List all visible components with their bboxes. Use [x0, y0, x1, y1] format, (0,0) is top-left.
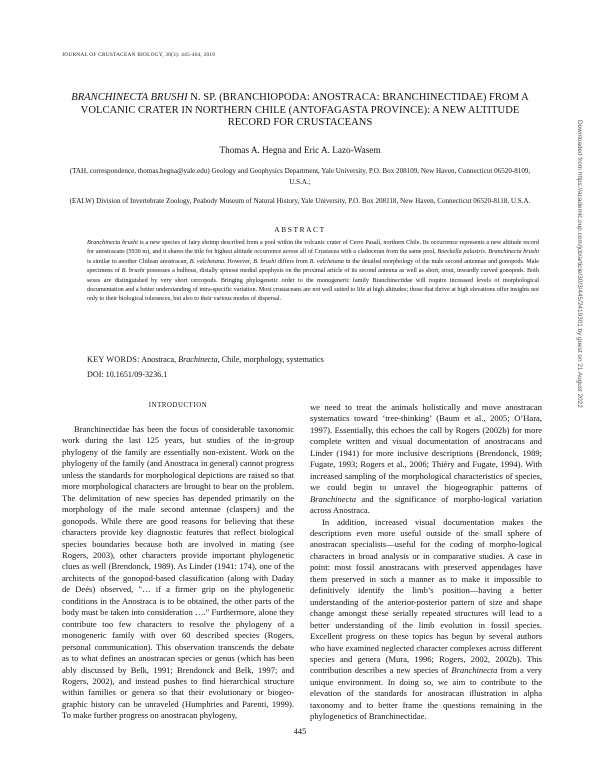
- abstract-seg: . However,: [224, 257, 254, 265]
- left-column-text: Branchinectidae has been the focus of considerable taxonomic work during the last 125 years, but studies of the in-group phylogeny of the family are essentially non-existent. Work on the phylogeny of the family (and Anostraca in general) cannot progress unless the standards for morphological depictions are raised so that more morphological characters are brought to bear on the problem. The delimitation of new species has depended primarily on the morphology of the male second antennae (claspers) and the gonopods. While there are good reasons for believing that these characters provide key diagnostic features that reflect biological species boundaries because both are involved in mating (see Rogers, 2003), other characters provide important phylogenetic clues as well (Brendonck, 1989). As Linder (1941: 174), one of the architects of the gonopod-based classification (along with Daday de Deés) observed, "… if a firmer grip on the phylogenetic conditions in the Anostraca is to be obtained, the other parts of the body must be taken into consideration …." Furthermore, alone they contribute too few characters to resolve the phylogeny of a monogeneric family with over 60 described species (Rogers, personal communication). This observation transcends the debate as to what defines an anostracan species or genus (which has been ably discussed by Belk, 1991; Brendonck and Belk, 1997; and Rogers, 2002), and instead pushes to find hierarchical structure within families or genera so that their evolutionary or biogeo-graphic history can be unraveled (Humphries and Parenti, 1999). To make further progress on anostracan phylogeny,: [62, 424, 294, 721]
- right-p1-genus: Branchinecta: [310, 493, 357, 504]
- doi: DOI: 10.1651/09-3236.1: [87, 370, 168, 379]
- abstract-cladoceran: Boeckella palustris: [437, 248, 486, 256]
- right-paragraph-2: [310, 517, 542, 723]
- introduction-heading: INTRODUCTION: [148, 402, 208, 409]
- abstract-seg: differs from: [276, 257, 310, 265]
- abstract-seg: .: [485, 248, 489, 256]
- right-column: [310, 402, 542, 723]
- running-head: JOURNAL OF CRUSTACEAN BIOLOGY, 30(3): 445-464, 2010: [62, 52, 216, 58]
- article-title: [62, 92, 538, 130]
- download-note: [574, 120, 585, 600]
- title-rest: N. SP. (BRANCHIOPODA: ANOSTRACA: BRANCHINECTIDAE) FROM A VOLCANIC CRATER IN NORTHERN CHILE (ANTOFAGASTA PROVINCE): A NEW ALTITUDE RECORD FOR CRUSTACEANS: [80, 92, 529, 129]
- keywords-genus: Brachinecta: [178, 355, 218, 364]
- abstract-species: B. brushi: [253, 257, 277, 265]
- right-p2-end: from a very unique environment. In doing so, we aim to contribute to the elevation of the standards for anostracan illustration in alpha taxonomy and to better frame the questions remaining in the phylogenetics of Branchinectidae.: [310, 665, 542, 722]
- intro-paragraph-1: [62, 424, 294, 722]
- title-species: BRANCHINECTA BRUSHI: [71, 92, 188, 103]
- abstract-species: B. valchetana: [309, 257, 344, 265]
- right-paragraph-1: [310, 402, 542, 517]
- keywords-label: KEY WORDS:: [87, 355, 140, 364]
- authors: Thomas A. Hegna and Eric A. Lazo-Wasem: [219, 145, 381, 155]
- keywords: [87, 355, 539, 364]
- affiliation-2: (EALW) Division of Invertebrate Zoology, Peabody Museum of Natural History, Yale University, P.O. Box 208118, New Haven, Connecticut 06520-8118, U.S.A.: [69, 197, 531, 205]
- download-note-text: Downloaded from https://academic.oup.com/jcb/article/30/3/445/2419301 by guest on 21 August 2022: [576, 120, 583, 408]
- keywords-seg: Anostraca,: [139, 355, 179, 364]
- abstract-seg: possesses a bulbous, distally spinose medial apophysis on the proximal article of its second antenna as well as short, stout, inwardly curved gonopods. Both sexes are distinguished by very short cercopods. Bringing phylogenetic order to the monogeneric family Branchinectidae will require increased levels of morphological documentation and a better understanding of intra-specific variation. Most crustaceans are not well suited to life at high altitudes; those that thrive at high elevations offer insights not only to their biological tolerances, but also to their various modes of dispersal.: [87, 267, 539, 303]
- abstract-species: B. brushi: [121, 267, 145, 275]
- abstract-seg: in the detailed morphology of the male second antennae and gonopods. Male specimens of: [87, 257, 539, 275]
- right-p1-text: we need to treat the animals holistically and move anostracan systematics toward ‘tree-thinking’ (Baum et al., 2005; O’Hara, 1997). Essentially, this echoes the call by Rogers (2002b) for more complete written and visual documentation of anostracans and Linder (1941) for more inclusive descriptions (Brendonck, 1989; Fugate, 1993; Rogers et al., 2006; Thiéry and Fugate, 1994). With increased sampling of the morphological characteristics of species, we could begin to unravel the biogeographic patterns of: [310, 402, 542, 493]
- keywords-seg: , Chile, morphology, systematics: [217, 355, 324, 364]
- abstract-species: Branchinecta brushi: [488, 248, 540, 256]
- abstract-species: Branchinecta brushi: [87, 239, 138, 246]
- right-p2-text: In addition, increased visual documentation makes the descriptions even more useful outside of the small sphere of anostracan specialists—useful for the coding of morpho-logical characters in broad analysis or in comparative studies. A case in point: most fossil anostracans with preserved appendages have them preserved in such a manner as to make it impossible to definitively identify the limb’s position—having a better understanding of the anterior-posterior pattern of size and shape change amongst these serially repeated structures will lead to a better understanding of the limb evolution in fossil species. Excellent progress on these topics has begun by several authors who have examined neglected character complexes across different species and genera (Mura, 1996; Rogers, 2002, 2002b). This contribution describes a new species of: [310, 516, 542, 676]
- abstract-text: [87, 238, 539, 304]
- abstract-seg: is a new species of fairy shrimp described from a pool within the volcanic crater of Cerro Pasalí, northern Chile. Its occurrence represents a new altitude record for anostracans (5930 m), and it shares the title for highest altitude occurrence across all of Crustacea with a cladoceran from the same pool,: [87, 239, 539, 256]
- right-p2-genus: Branchinecta: [451, 665, 498, 676]
- page-number: 445: [293, 727, 307, 736]
- affiliation-1: (TAH, correspondence, thomas.hegna@yale.edu) Geology and Geophysics Department, Yale University, P.O. Box 208109, New Haven, Connecticut 06520-8109, U.S.A.;: [69, 167, 531, 186]
- right-p1-end: and the significance of morpho-logical variation across Anostraca.: [310, 493, 542, 516]
- abstract-heading: ABSTRACT: [274, 225, 326, 234]
- abstract-species: B. valchetana: [189, 257, 225, 265]
- abstract-seg: is similar to another Chilean anostracan,: [87, 257, 190, 265]
